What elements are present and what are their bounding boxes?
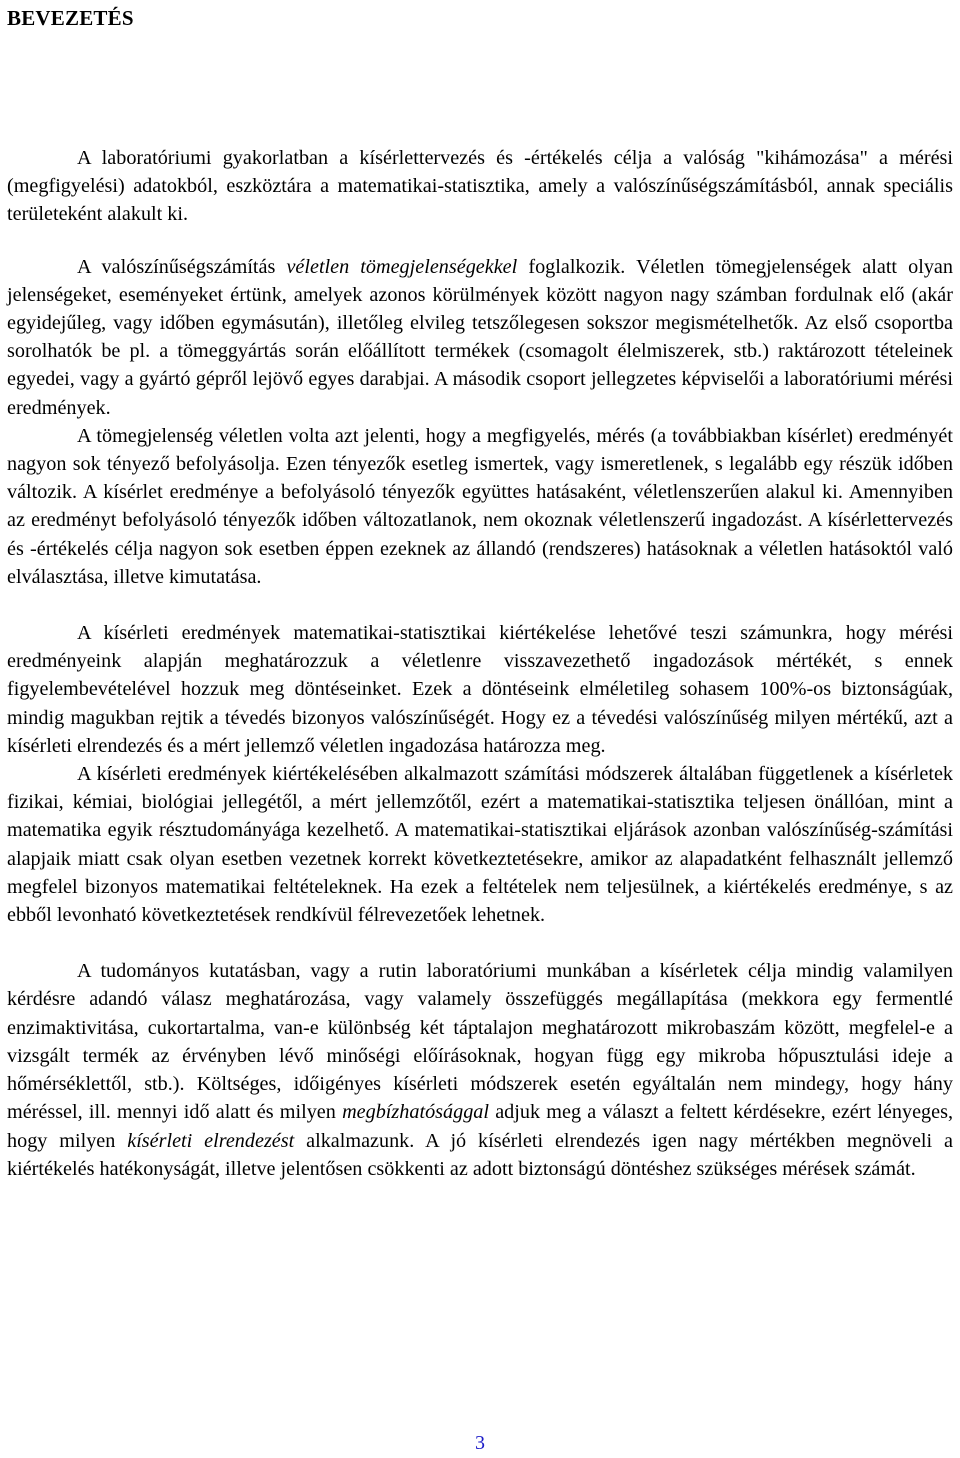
emphasis-experimental-design: kísérleti elrendezést [127,1129,295,1152]
document-body [7,144,953,1183]
paragraph-research-text-3: alkalmazunk. A jó kísérleti elrendezés igen nagy mértékben megnöveli a kiértékelés hatékonyságát, illetve jelentősen csökkenti az adott biztonságú döntéshez szükséges mérések számát. [7,1129,953,1180]
paragraph-probability [7,253,953,422]
page-heading: BEVEZETÉS [7,6,134,30]
paragraph-spacer [7,591,953,619]
emphasis-reliability: megbízhatósággal [342,1101,489,1124]
paragraph-research-text-1: A tudományos kutatásban, vagy a rutin laboratóriumi munkában a kísérletek célja mindig valamilyen kérdésre adandó válasz meghatározása, vagy valamely összefüggés megállapítása (mekkora egy fermentlé enzimaktivitása, cukortartalma, van-e különbség két táptalajon meghatározott mikrobaszám között, megfelel-e a vizsgált termék az érvényben lévő minőségi előírásoknak, hogyan függ egy mikroba hőpusztulási ideje a hőmérséklettől, stb.). Költséges, időigényes kísérleti módszerek esetén egyáltalán nem mindegy, hogy hány méréssel, ill. mennyi idő alatt és milyen [7,960,953,1124]
paragraph-randomness-text: A tömegjelenség véletlen volta azt jelenti, hogy a megfigyelés, mérés (a továbbiakban kísérlet) eredményét nagyon sok tényező befolyásolja. Ezen tényezők esetleg ismertek, vagy ismeretlenek, s legalább egy részük időben változik. A kísérlet eredménye a befolyásoló tényezők együttes hatásaként, véletlenszerűen alakul ki. Amennyiben az eredményt befolyásoló tényezők időben változatlanok, nem okoznak véletlenszerű ingadozást. A kísérlettervezés és -értékelés célja nagyon sok esetben éppen ezeknek az állandó (rendszeres) hatásoknak a véletlen hatásoktól való elválasztása, illetve kimutatása. [7,424,953,588]
paragraph-spacer [7,229,953,253]
paragraph-intro [7,144,953,229]
paragraph-research-text-2: adjuk meg a választ a feltett kérdésekre, ezért lényeges, hogy milyen [7,1101,953,1152]
paragraph-spacer [7,929,953,957]
emphasis-random-mass-phenomena: véletlen tömegjelenségekkel [286,255,518,278]
paragraph-research [7,957,953,1183]
page-number: 3 [475,1432,485,1454]
paragraph-probability-text-2: foglalkozik. Véletlen tömegjelenségek alatt olyan jelenségeket, eseményeket értünk, amelyek azonos körülmények között nagyon nagy számban fordulnak elő (akár egyidejűleg, vagy időben egymásután), illetőleg elvileg tetszőlegesen sokszor megismételhetők. Az első csoportba sorolhatók be pl. a tömeggyártás során előállított termékek (csomagolt élelmiszerek, stb.) raktározott tételeinek egyedei, vagy a gyártó gépről lejövő egyes darabjai. A második csoport jellegzetes képviselői a laboratóriumi mérési eredmények. [7,255,953,419]
paragraph-probability-text-1: A valószínűségszámítás [77,255,287,278]
paragraph-randomness [7,422,953,591]
paragraph-methods-text: A kísérleti eredmények kiértékelésében alkalmazott számítási módszerek általában függetlenek a kísérletek fizikai, kémiai, biológiai jellegétől, a mért jellemzőtől, ezért a matematikai-statisztika teljesen önállóan, mint a matematika egyik résztudományága kezelhető. A matematikai-statisztikai eljárások azonban valószínűség-számítási alapjaik miatt csak olyan esetben vezetnek korrekt következtetésekre, amikor az alapadatként felhasznált jellemző megfelel bizonyos matematikai feltételeknek. Ha ezek a feltételek nem teljesülnek, a kiértékelés eredménye, s az ebből levonható következtetések rendkívül félrevezetőek lehetnek. [7,763,953,927]
paragraph-methods [7,760,953,929]
paragraph-evaluation-text: A kísérleti eredmények matematikai-statisztikai kiértékelése lehetővé teszi számunkra, hogy mérési eredményeink alapján meghatározzuk a véletlenre visszavezethető ingadozások mértékét, s ennek figyelembevételével hozzuk meg döntéseinket. Ezek a döntéseink elméletileg sohasem 100%-os biztonságúak, mindig magukban rejtik a tévedés bizonyos valószínűségét. Hogy ez a tévedési valószínűség milyen mértékű, azt a kísérleti elrendezés és a mért jellemző véletlen ingadozása határozza meg. [7,622,953,757]
paragraph-evaluation [7,619,953,760]
paragraph-intro-text: A laboratóriumi gyakorlatban a kísérlettervezés és -értékelés célja a valóság "kihámozása" a mérési (megfigyelési) adatokból, eszköztára a matematikai-statisztika, amely a valószínűségszámításból, annak speciális területeként alakult ki. [7,147,953,226]
